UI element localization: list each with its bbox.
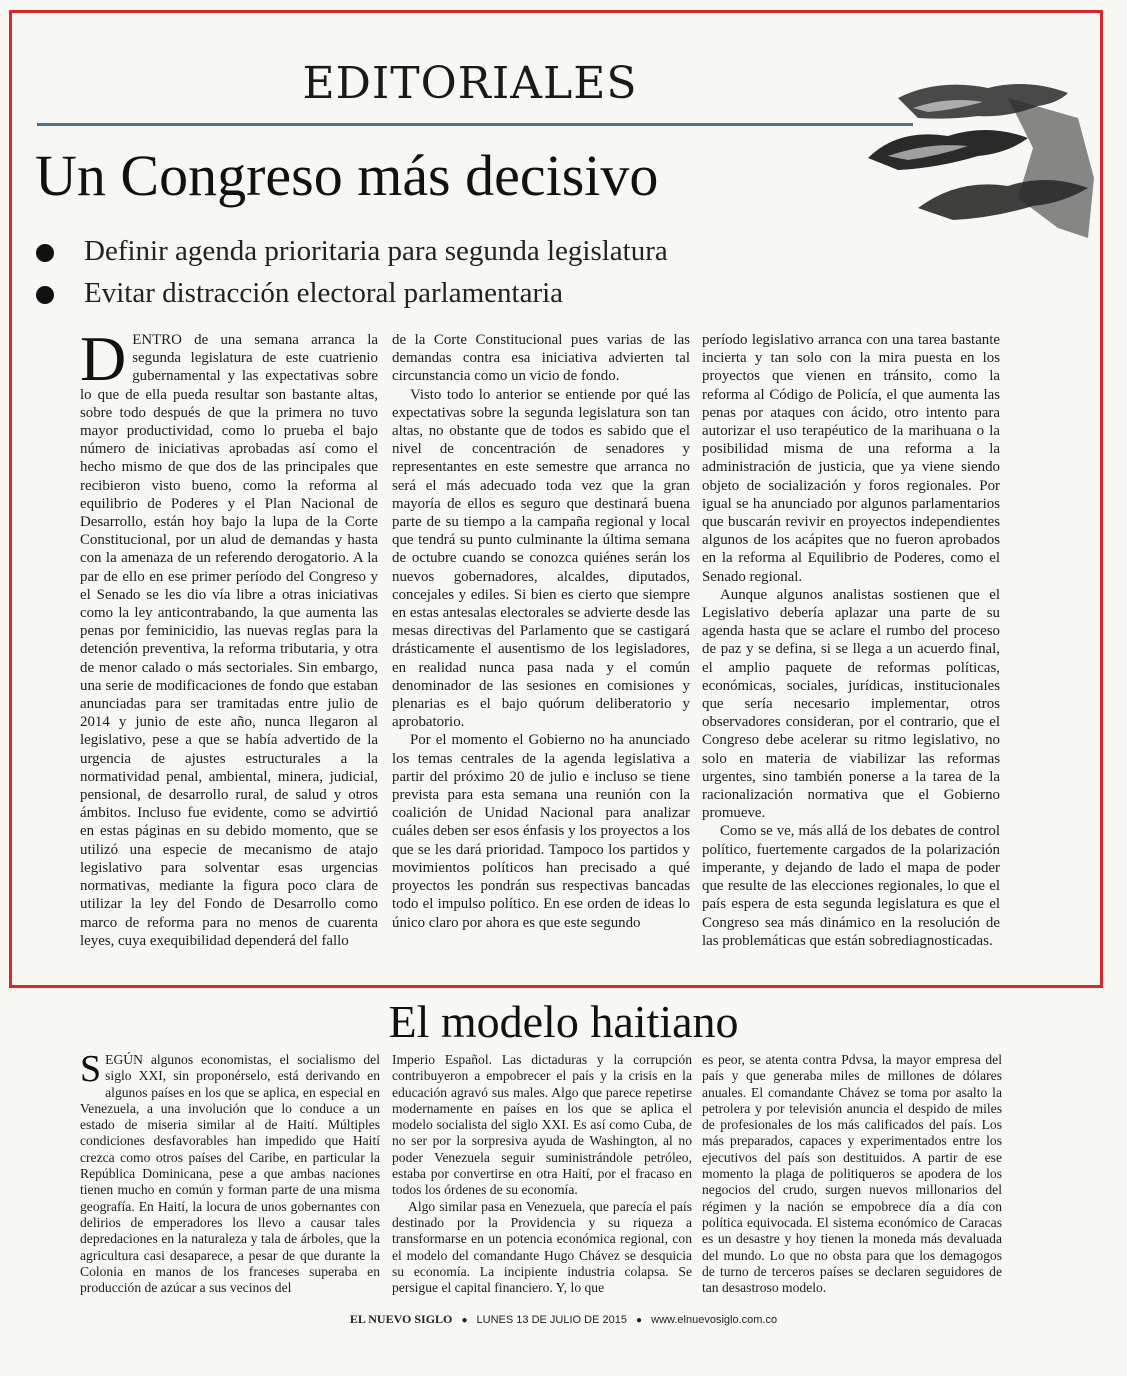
paragraph: Aunque algunos analistas sostienen que el Legislativo debería aplazar una parte de su agenda hasta que se aclare el rumbo del proceso de paz y se defina, si se llega a un acuerdo final, el amplio paquete de reformas políticas, económicas, sociales, jurídicas, institucionales que sería necesario implementar, otros observadores consideran, por el contrario, que el Congreso debe acelerar su ritmo legislativo, no solo en materia de viabilizar las reformas urgentes, sino también ponerse a la tarea de la racionalización normativa que el Gobierno promueve. (702, 586, 1000, 822)
section-title: EDITORIALES (302, 58, 638, 109)
paragraph: Algo similar pasa en Venezuela, que parecía el país destinado por la Providencia y su riqueza a transformarse en un potencia económica regional, con el modelo del comandante Hugo Chávez se desquicia su economía. La incipiente industria colapsa. Se persigue el capital financiero. Y, lo que (392, 1198, 692, 1296)
paragraph: período legislativo arranca con una tarea bastante incierta y tan solo con la mira puesta en los proyectos que vienen en tránsito, como la reforma al Código de Policía, el que aumenta las penas por ataques con ácido, otro intento para autorizar el uso terapéutico de la marihuana o la posibilidad misma de una reforma a la administración de justicia, que ya viene siendo objeto de socialización y foros regionales. Por igual se ha anunciado por algunos parlamentarios que buscarán revivir en proyectos independientes algunos de los acápites que no fueron aprobados en la reforma al Equilibrio de Poderes, como el Senado regional. (702, 332, 1000, 585)
bullet-text: Definir agenda prioritaria para segunda legislatura (84, 235, 668, 267)
horses-illustration (858, 58, 1094, 248)
bullet-icon (36, 244, 54, 262)
second-column-1 (80, 1052, 380, 1302)
bullet-icon: ● (636, 1315, 643, 1326)
footer-url: www.elnuevosiglo.com.co (651, 1314, 778, 1326)
paragraph: Imperio Español. Las dictaduras y la corrupción contribuyeron a empobrecer el país y la crisis en la educación agravó sus males. Algo que parece repetirse modernamente en países en los que se aplica el modelo socialista del siglo XXI. Es así como Cuba, de no ser por la sorpresiva ayuda de Washington, al no poder Venezuela seguir suministrándole petróleo, estaba por convertirse en otra Haití, por el fracaso en todos los órdenes de su economía. (392, 1052, 692, 1198)
second-column-2 (392, 1052, 692, 1302)
paragraph: de la Corte Constitucional pues varias de las demandas contra esa iniciativa advierten tal circunstancia como un vicio de fondo. (392, 332, 690, 385)
bullet-icon (36, 286, 54, 304)
page-footer (0, 1312, 1127, 1327)
bullet-item (36, 272, 668, 314)
paragraph: Como se ve, más allá de los debates de control político, fuertemente cargados de la polarización imperante, y dejando de lado el mapa de poder que resulte de las elecciones regionales, lo que el país espera de esta segunda legislatura es que el Congreso sea más dinámico en la resolución de las problemáticas que están sobrediagnosticadas. (702, 823, 1000, 949)
editorial-column-2 (392, 331, 690, 976)
paragraph: Visto todo lo anterior se entiende por qué las expectativas sobre la segunda legislatura son tan altas, no obstante que de todos es sabido que el nivel de concentración de senadores y representantes en este semestre que arranca no será el más adecuado toda vez que la gran mayoría de ellos es seguro que destinará buena parte de su tiempo a la campaña regional y local que tendrá su punto culminante la última semana de octubre cuando se conozca quiénes serán los nuevos gobernadores, alcaldes, diputados, concejales y ediles. Si bien es cierto que siempre en estas antesalas electorales se advierte desde las mesas directivas del Parlamento que se castigará drásticamente el ausentismo de los legisladores, en realidad nunca pasa nada y el común denominador de las sesiones en comisiones y plenarias es el bajo quórum deliberatorio y aprobatorio. (392, 386, 690, 731)
paragraph: es peor, se atenta contra Pdvsa, la mayor empresa del país y que generaba miles de millones de dólares anuales. El comandante Chávez se toma por asalto la petrolera y por televisión anuncia el despido de miles de profesionales de los más calificados del país. Los más preparados, capaces y experimentados entre los ejecutivos del país son destituidos. A partir de ese momento la plaga de politiqueros se apodera de los negocios del crudo, surgen nuevos millonarios del régimen y la nación se empobrece día a día con política equivocada. El sistema económico de Caracas es un desastre y hoy tienen la moneda más devaluada del mundo. Lo que no obsta para que los demagogos de turno de terceros países se declaren seguidores de tan desastroso modelo. (702, 1052, 1002, 1296)
footer-brand: EL NUEVO SIGLO (349, 1312, 453, 1326)
dropcap: S (80, 1052, 102, 1090)
editorial-column-3 (702, 331, 1000, 976)
paragraph: Por el momento el Gobierno no ha anunciado los temas centrales de la agenda legislativa a partir del próximo 20 de julio e incluso se tiene prevista para esta semana una reunión con la coalición de Unidad Nacional para analizar cuáles deben ser esos énfasis y los proyectos a los que se les dará prioridad. Tampoco los partidos y movimientos políticos han precisado a qué proyectos les pondrán sus respectivas bancadas todo el impulso político. En ese orden de ideas lo único claro por ahora es que este segundo (392, 732, 690, 931)
dropcap: D (80, 331, 127, 394)
second-headline: El modelo haitiano (388, 996, 739, 1047)
section-rule (37, 123, 913, 126)
bullet-item (36, 230, 668, 272)
editorial-headline: Un Congreso más decisivo (35, 143, 659, 208)
paragraph: DENTRO de una semana arranca la segunda legislatura de este cuatrienio gubernamental y las expectativas sobre lo que de ella pueda resultar son bastante altas, sobre todo después de que la primera no tuvo mayor productividad, como lo prueba el bajo número de iniciativas aprobadas así como el hecho mismo de que dos de las principales que recibieron visto bueno, como la reforma al equilibrio de Poderes y el Plan Nacional de Desarrollo, están hoy bajo la lupa de la Corte Constitucional, por un alud de demandas y hasta con la amenaza de un referendo derogatorio. A la par de ello en ese primer período del Congreso y el Senado se les dio vía libre a otras iniciativas como la ley anticontrabando, la que aumenta las penas por feminicidio, las nuevas reglas para la detención preventiva, la reforma tributaria, y otra de menor calado o más sectoriales. Sin embargo, una serie de modificaciones de fondo que estaban anunciadas para ser tramitadas entre julio de 2014 y junio de este año, nunca llegaron al legislativo, pese a que se había advertido de la urgencia de ajustes estructurales a la normatividad penal, ambiental, minera, judicial, pensional, de desarrollo rural, de salud y otros ámbitos. Incluso fue evidente, como se advirtió en estas páginas en su debido momento, que se utilizó una especie de mecanismo de atajo legislativo para solventar esas urgencias normativas, mediante la figura poco clara de utilizar la ley del Fondo de Desarrollo como marco de reforma para no menos de cuarenta leyes, cuya exequibilidad dependerá del fallo (80, 331, 378, 949)
editorial-column-1 (80, 331, 378, 976)
footer-date: LUNES 13 DE JULIO DE 2015 (476, 1314, 627, 1326)
bullet-icon: ● (461, 1315, 468, 1326)
second-column-3 (702, 1052, 1002, 1302)
paragraph: SEGÚN algunos economistas, el socialismo del siglo XXI, sin proponérselo, está derivando en algunos países en los que se aplica, en especial en Venezuela, a una involución que lo conduce a un estado de miseria similar al de Haití. Múltiples condiciones desfavorables han impedido que Haití crezca como otros países del Caribe, en particular la República Dominicana, pese a que ambas naciones tienen mucho en común y forman parte de una misma geografía. En Haití, la locura de unos gobernantes con delirios de emperadores los llevo a causar tales depredaciones en la naturaleza y tala de árboles, que la agricultura casi desaparece, a pesar de que durante la Colonia en manos de los franceses superaba en producción de azúcar a sus vecinos del (80, 1052, 380, 1296)
bullet-text: Evitar distracción electoral parlamentaria (84, 277, 564, 309)
editorial-bullets (36, 230, 668, 314)
